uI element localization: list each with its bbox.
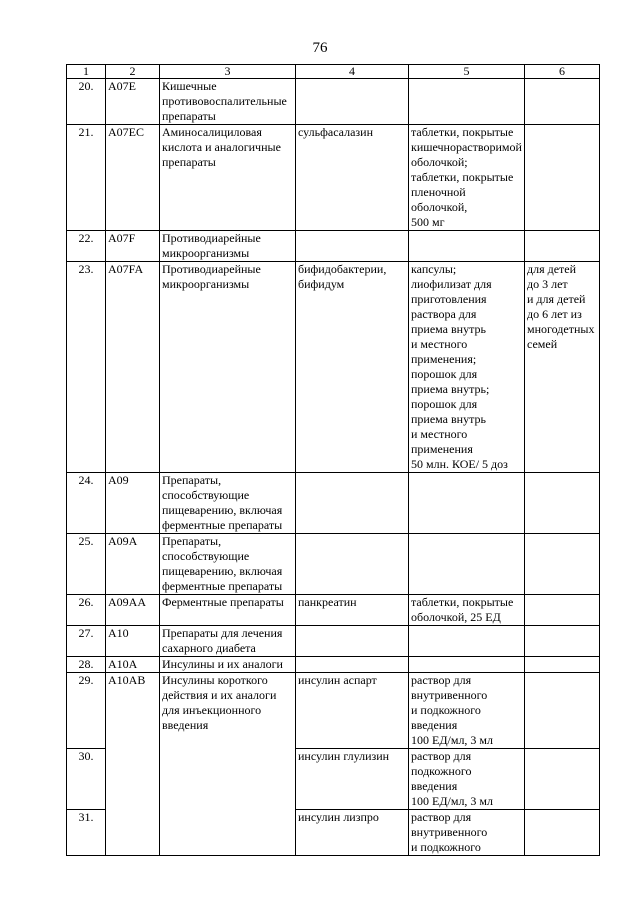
column-header: 2 <box>106 65 160 79</box>
note <box>525 231 600 262</box>
drug-name: бифидобактерии, бифидум <box>296 262 409 473</box>
dosage-form: раствор для внутривенного и подкожного введения 100 ЕД/мл, 3 мл <box>409 673 525 749</box>
table-row <box>67 595 600 626</box>
page-number: 76 <box>312 40 328 56</box>
table-row <box>67 79 600 125</box>
anatomical-group: Инсулины и их аналоги <box>160 657 296 673</box>
atc-code: A10 <box>106 626 160 657</box>
drug-name: панкреатин <box>296 595 409 626</box>
atc-code: A09A <box>106 534 160 595</box>
table-row <box>67 231 600 262</box>
note <box>525 657 600 673</box>
anatomical-group: Препараты, способствующие пищеварению, включая ферментные препараты <box>160 534 296 595</box>
drug-name: сульфасалазин <box>296 125 409 231</box>
atc-code: A09AA <box>106 595 160 626</box>
drug-name <box>296 231 409 262</box>
anatomical-group: Противодиарейные микроорганизмы <box>160 231 296 262</box>
note <box>525 810 600 856</box>
dosage-form: раствор для внутривенного и подкожного <box>409 810 525 856</box>
anatomical-group: Ферментные препараты <box>160 595 296 626</box>
atc-code: A07FA <box>106 262 160 473</box>
table-row <box>67 262 600 473</box>
anatomical-group: Инсулины короткого действия и их аналоги для инъекционного введения <box>160 673 296 856</box>
drug-name <box>296 473 409 534</box>
table-row <box>67 673 600 749</box>
table-row <box>67 125 600 231</box>
drug-name: инсулин аспарт <box>296 673 409 749</box>
row-number: 30. <box>67 749 106 810</box>
column-header: 5 <box>409 65 525 79</box>
drug-name: инсулин глулизин <box>296 749 409 810</box>
dosage-form <box>409 79 525 125</box>
row-number: 23. <box>67 262 106 473</box>
dosage-form: капсулы; лиофилизат для приготовления раствора для приема внутрь и местного применения; порошок для приема внутрь; порошок для приема внутрь и местного применения 50 млн. КОЕ/ 5 доз <box>409 262 525 473</box>
row-number: 20. <box>67 79 106 125</box>
dosage-form <box>409 473 525 534</box>
anatomical-group: Препараты для лечения сахарного диабета <box>160 626 296 657</box>
column-header: 1 <box>67 65 106 79</box>
row-number: 28. <box>67 657 106 673</box>
dosage-form <box>409 626 525 657</box>
row-number: 27. <box>67 626 106 657</box>
anatomical-group: Кишечные противовоспалительные препараты <box>160 79 296 125</box>
atc-code: A07EC <box>106 125 160 231</box>
drug-name <box>296 626 409 657</box>
dosage-form <box>409 534 525 595</box>
row-number: 22. <box>67 231 106 262</box>
dosage-form: таблетки, покрытые оболочкой, 25 ЕД <box>409 595 525 626</box>
row-number: 21. <box>67 125 106 231</box>
anatomical-group: Аминосалициловая кислота и аналогичные препараты <box>160 125 296 231</box>
dosage-form <box>409 231 525 262</box>
column-header: 4 <box>296 65 409 79</box>
row-number: 31. <box>67 810 106 856</box>
note <box>525 673 600 749</box>
column-header: 6 <box>525 65 600 79</box>
table-row <box>67 534 600 595</box>
atc-code: A10A <box>106 657 160 673</box>
note <box>525 79 600 125</box>
note <box>525 473 600 534</box>
note <box>525 534 600 595</box>
header-row <box>67 65 600 79</box>
atc-code: A07E <box>106 79 160 125</box>
table-row <box>67 657 600 673</box>
column-header: 3 <box>160 65 296 79</box>
atc-code: A09 <box>106 473 160 534</box>
table-row <box>67 626 600 657</box>
row-number: 29. <box>67 673 106 749</box>
note <box>525 626 600 657</box>
table-row <box>67 473 600 534</box>
dosage-form: раствор для подкожного введения 100 ЕД/мл, 3 мл <box>409 749 525 810</box>
drug-name <box>296 657 409 673</box>
row-number: 25. <box>67 534 106 595</box>
note <box>525 595 600 626</box>
row-number: 26. <box>67 595 106 626</box>
note <box>525 749 600 810</box>
drug-table <box>66 64 600 856</box>
anatomical-group: Противодиарейные микроорганизмы <box>160 262 296 473</box>
dosage-form: таблетки, покрытые кишечнорастворимой оболочкой; таблетки, покрытые пленочной оболочкой, 500 мг <box>409 125 525 231</box>
anatomical-group: Препараты, способствующие пищеварению, включая ферментные препараты <box>160 473 296 534</box>
atc-code: A10AB <box>106 673 160 856</box>
note <box>525 125 600 231</box>
dosage-form <box>409 657 525 673</box>
row-number: 24. <box>67 473 106 534</box>
drug-name <box>296 534 409 595</box>
drug-name <box>296 79 409 125</box>
drug-name: инсулин лизпро <box>296 810 409 856</box>
atc-code: A07F <box>106 231 160 262</box>
note: для детей до 3 лет и для детей до 6 лет из многодетных семей <box>525 262 600 473</box>
